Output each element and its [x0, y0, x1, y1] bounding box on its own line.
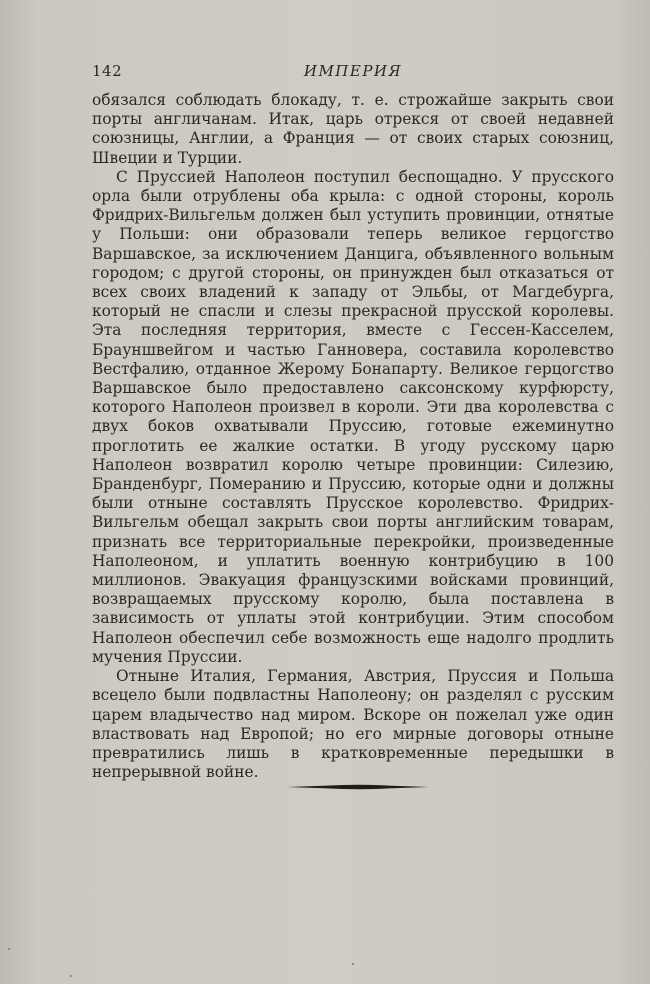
tailpiece-ornament-icon [287, 783, 429, 791]
paper-speck [8, 948, 10, 950]
body-text [92, 91, 614, 782]
paragraph-prussia: С Пруссией Наполеон поступил беспощадно. У прусского орла были отрублены оба крыла: с одной стороны, король Фридрих-Вильгельм должен был уступить провинции, отнятые у Польши: они образовали теперь великое герцогство Варшавское, за исключением Данцига, объявленного вольным городом; с другой стороны, он принужден был отказаться от всех своих владений к западу от Эльбы, от Магдебурга, который не спасли и слезы прекрасной прусской королевы. Эта последняя территория, вместе с Гессен-Касселем, Брауншвейгом и частью Ганновера, составила королевство Вестфалию, отданное Жерому Бонапарту. Великое герцогство Варшавское было предоставлено саксонскому курфюрсту, которого Наполеон произвел в короли. Эти два королевства с двух боков охватывали Пруссию, готовые ежеминутно проглотить ее жалкие остатки. В угоду русскому царю Наполеон возвратил королю четыре провинции: Силезию, Бранденбург, Померанию и Пруссию, которые одни и должны были отныне составлять Прусское королевство. Фридрих-Вильгельм обещал закрыть свои порты английским товарам, признать все территориальные перекройки, произведенные Наполеоном, и уплатить военную контрибуцию в 100 миллионов. Эвакуация французскими войсками провинций, возвращаемых прусскому королю, была поставлена в зависимость от уплаты этой контрибуции. Этим способом Наполеон обеспечил себе возможность еще надолго продлить мучения Пруссии. [92, 167, 614, 666]
page-number: 142 [92, 62, 123, 80]
paragraph-continuation: обязался соблюдать блокаду, т. е. строжайше закрыть свои порты англичанам. Итак, царь отрекся от своей недавней союзницы, Англии, а Франция — от своих старых союзниц, Швеции и Турции. [92, 91, 614, 167]
paper-speck [70, 975, 72, 977]
paragraph-europe: Отныне Италия, Германия, Австрия, Пруссия и Польша всецело были подвластны Наполеону; он разделял с русским царем владычество над миром. Вскоре он пожелал уже один властвовать над Европой; но его мирные договоры отныне превратились лишь в кратковременные передышки в непрерывной войне. [92, 667, 614, 782]
paper-speck [352, 963, 354, 965]
running-title: ИМПЕРИЯ [303, 62, 403, 80]
page-header [92, 62, 614, 86]
